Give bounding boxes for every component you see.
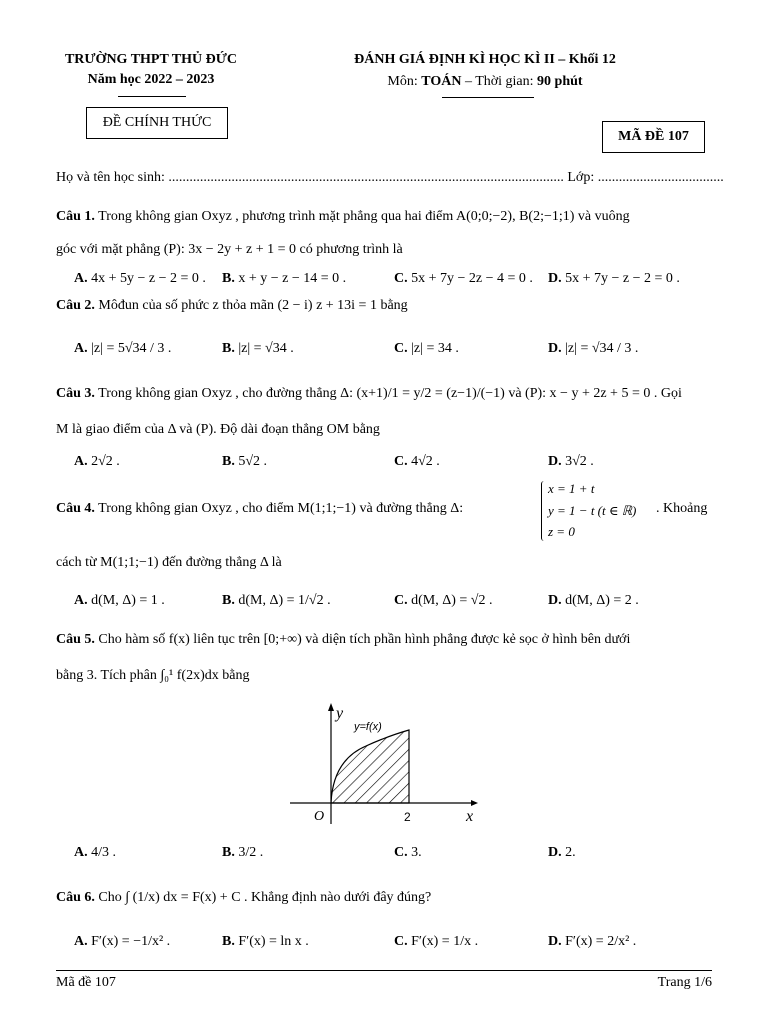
- question-label: Câu 3.: [56, 386, 95, 401]
- official-box: [86, 107, 228, 139]
- question-label: Câu 4.: [56, 501, 95, 516]
- q2-option-a: [74, 341, 171, 357]
- option-letter: A.: [74, 271, 88, 286]
- tick-label: 2: [404, 810, 411, 824]
- q2-option-d: [548, 341, 638, 357]
- q1-option-c: [394, 271, 533, 287]
- q2-option-b: [222, 341, 294, 357]
- option-letter: A.: [74, 845, 88, 860]
- curve-label: y=f(x): [354, 721, 382, 733]
- option-letter: C.: [394, 845, 408, 860]
- question-6-line-1: [56, 890, 431, 906]
- x-axis-label: x: [466, 808, 474, 825]
- option-letter: A.: [74, 454, 88, 469]
- system-eq-1: x = 1 + t: [548, 481, 595, 496]
- option-text: d(M, Δ) = √2 .: [411, 593, 493, 608]
- question-1-line-1: [56, 209, 630, 225]
- q5-option-b: [222, 845, 263, 861]
- option-text: |z| = √34 / 3 .: [565, 341, 639, 356]
- option-letter: B.: [222, 934, 235, 949]
- system-eq-3: z = 0: [548, 524, 575, 539]
- option-letter: C.: [394, 593, 408, 608]
- option-letter: B.: [222, 593, 235, 608]
- option-letter: A.: [74, 341, 88, 356]
- option-text: d(M, Δ) = 2 .: [565, 593, 639, 608]
- option-text: 3√2 .: [565, 454, 594, 469]
- option-letter: A.: [74, 934, 88, 949]
- header-underline-left: [118, 96, 186, 97]
- option-letter: C.: [394, 271, 408, 286]
- subject-line: [330, 74, 640, 90]
- option-text: x + y − z − 14 = 0 .: [238, 271, 347, 286]
- option-text: 3/2 .: [238, 845, 264, 860]
- option-letter: B.: [222, 454, 235, 469]
- system-brace: [541, 481, 544, 541]
- exam-title: ĐÁNH GIÁ ĐỊNH KÌ HỌC KÌ II – Khối 12: [354, 52, 616, 67]
- q4-option-a: [74, 593, 165, 609]
- option-text: 4√2 .: [411, 454, 440, 469]
- question-4-line-1-end: . Khoảng: [656, 501, 708, 516]
- option-text: |z| = 5√34 / 3 .: [91, 341, 172, 356]
- q6-option-b: [222, 934, 309, 950]
- question-text: Cho hàm số f(x) liên tục trên [0;+∞) và diện tích phần hình phẳng được kẻ sọc ở hình bên dưới: [94, 632, 631, 647]
- option-text: 4x + 5y − z − 2 = 0 .: [91, 271, 206, 286]
- q4-option-b: [222, 593, 331, 609]
- footer-page-number: Trang 1/6: [657, 975, 712, 990]
- option-text: 5x + 7y − z − 2 = 0 .: [565, 271, 680, 286]
- student-info-line: Họ và tên học sinh: ................................................................................................................. Lớp: ....................................: [56, 170, 724, 185]
- question-label: Câu 5.: [56, 632, 95, 647]
- option-letter: B.: [222, 845, 235, 860]
- exam-code-box: [602, 121, 705, 153]
- option-letter: D.: [548, 454, 562, 469]
- exam-time: 90 phút: [537, 74, 583, 89]
- option-text: 2√2 .: [91, 454, 120, 469]
- question-label: Câu 2.: [56, 298, 95, 313]
- option-letter: D.: [548, 341, 562, 356]
- question-4-line-1: [56, 501, 463, 517]
- footer-exam-code: Mã đề 107: [56, 975, 116, 990]
- y-arrow-icon: [328, 703, 334, 711]
- option-text: F′(x) = −1/x² .: [91, 934, 171, 949]
- question-4-line-2: cách từ M(1;1;−1) đến đường thẳng Δ là: [56, 555, 282, 570]
- option-text: 4/3 .: [91, 845, 117, 860]
- system-eq-2: y = 1 − t (t ∈ ℝ): [548, 503, 637, 518]
- question-5-line-2: bằng 3. Tích phân ∫₀¹ f(2x)dx bằng: [56, 668, 250, 683]
- question-3-line-2: M là giao điểm của Δ và (P). Độ dài đoạn thẳng OM bằng: [56, 422, 380, 437]
- origin-label: O: [314, 809, 325, 824]
- q3-option-b: [222, 454, 267, 470]
- q3-option-d: [548, 454, 594, 470]
- option-letter: D.: [548, 845, 562, 860]
- q4-option-c: [394, 593, 492, 609]
- q3-option-a: [74, 454, 120, 470]
- q1-option-a: [74, 271, 206, 287]
- option-text: F′(x) = 1/x .: [411, 934, 479, 949]
- q5-option-a: [74, 845, 116, 861]
- question-label: Câu 1.: [56, 209, 95, 224]
- option-letter: C.: [394, 934, 408, 949]
- footer-divider: [56, 970, 712, 971]
- question-1-line-2: góc với mặt phẳng (P): 3x − 2y + z + 1 = 0 có phương trình là: [56, 242, 403, 257]
- question-label: Câu 6.: [56, 890, 95, 905]
- question-text: Môđun của số phức z thỏa mãn (2 − i) z + 13i = 1 bằng: [94, 298, 408, 313]
- option-letter: C.: [394, 341, 408, 356]
- option-text: |z| = 34 .: [411, 341, 459, 356]
- option-text: |z| = √34 .: [238, 341, 294, 356]
- school-year: Năm học 2022 – 2023: [87, 72, 215, 87]
- q5-option-c: [394, 845, 422, 861]
- q1-option-d: [548, 271, 680, 287]
- y-axis-label: y: [336, 705, 344, 722]
- question-text: Cho ∫ (1/x) dx = F(x) + C . Khẳng định nào dưới đây đúng?: [94, 890, 432, 905]
- question-5-line-1: [56, 632, 630, 648]
- option-text: F′(x) = ln x .: [238, 934, 309, 949]
- time-prefix: – Thời gian:: [461, 74, 538, 89]
- subject: TOÁN: [421, 74, 462, 89]
- area-figure: [288, 700, 488, 830]
- subject-prefix: Môn:: [387, 74, 422, 89]
- option-letter: D.: [548, 271, 562, 286]
- question-3-line-1: [56, 386, 682, 402]
- option-letter: A.: [74, 593, 88, 608]
- option-letter: C.: [394, 454, 408, 469]
- x-arrow-icon: [471, 800, 478, 806]
- option-text: d(M, Δ) = 1/√2 .: [238, 593, 331, 608]
- q6-option-a: [74, 934, 170, 950]
- question-2-line-1: [56, 298, 408, 314]
- exam-code: MÃ ĐỀ 107: [618, 129, 689, 144]
- q6-option-c: [394, 934, 478, 950]
- option-text: 5√2 .: [238, 454, 268, 469]
- option-text: d(M, Δ) = 1 .: [91, 593, 165, 608]
- option-text: 5x + 7y − 2z − 4 = 0 .: [411, 271, 533, 286]
- option-text: F′(x) = 2/x² .: [565, 934, 637, 949]
- q1-option-b: [222, 271, 346, 287]
- option-letter: D.: [548, 934, 562, 949]
- option-letter: B.: [222, 341, 235, 356]
- q2-option-c: [394, 341, 459, 357]
- option-letter: B.: [222, 271, 235, 286]
- header-underline-right: [442, 97, 534, 98]
- option-letter: D.: [548, 593, 562, 608]
- question-text: Trong không gian Oxyz , cho đường thẳng Δ: (x+1)/1 = y/2 = (z−1)/(−1) và (P): x − y + 2z + 5 = 0 . Gọi: [94, 386, 682, 401]
- q6-option-d: [548, 934, 636, 950]
- shaded-region: [331, 730, 409, 803]
- option-text: 3.: [411, 845, 422, 860]
- question-text: Trong không gian Oxyz , phương trình mặt phẳng qua hai điểm A(0;0;−2), B(2;−1;1) và vuông: [94, 209, 630, 224]
- q3-option-c: [394, 454, 440, 470]
- q4-option-d: [548, 593, 639, 609]
- question-text: Trong không gian Oxyz , cho điểm M(1;1;−1) và đường thẳng Δ:: [94, 501, 464, 516]
- q5-option-d: [548, 845, 576, 861]
- official-label: ĐỀ CHÍNH THỨC: [102, 115, 212, 130]
- school-name: TRƯỜNG THPT THỦ ĐỨC: [64, 52, 238, 67]
- option-text: 2.: [565, 845, 576, 860]
